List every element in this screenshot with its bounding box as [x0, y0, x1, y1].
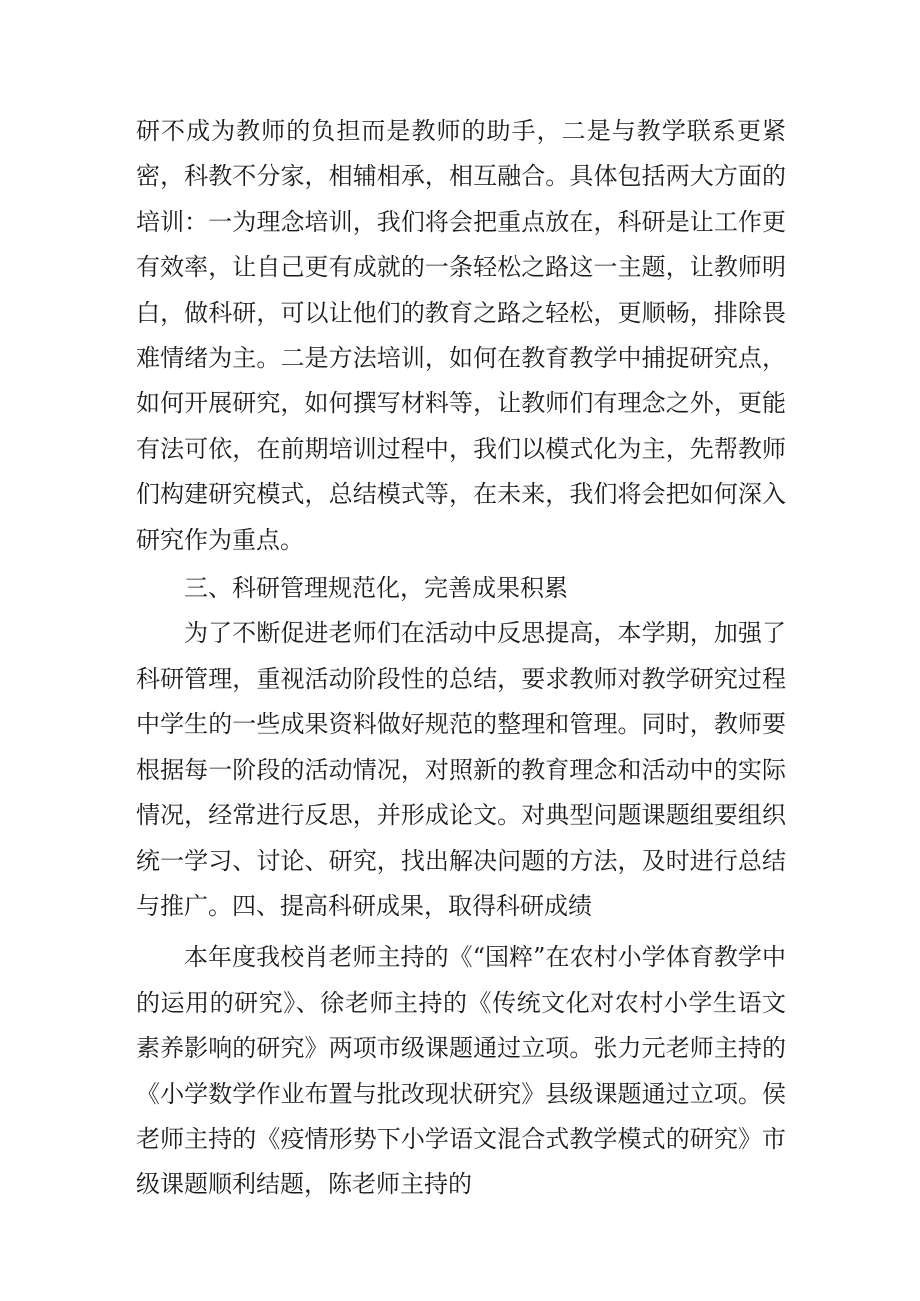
paragraph-research-management: 为了不断促进老师们在活动中反思提高，本学期，加强了科研管理，重视活动阶段性的总结，要求教师对教学研究过程中学生的一些成果资料做好规范的整理和管理。同时，教师要根据每一阶段的活动情况，对照新的教育理念和活动中的实际情况，经常进行反思，并形成论文。对典型问题课题组要组织统一学习、讨论、研究，找出解决问题的方法，及时进行总结与推广。四、提高科研成果，取得科研成绩 — [136, 619, 786, 920]
document-body — [136, 109, 786, 1208]
paragraph-training-content: 研不成为教师的负担而是教师的助手，二是与教学联系更紧密，科教不分家，相辅相承，相互融合。具体包括两大方面的培训：一为理念培训，我们将会把重点放在，科研是让工作更有效率，让自己更有成就的一条轻松之路这一主题，让教师明白，做科研，可以让他们的教育之路之轻松，更顺畅，排除畏难情绪为主。二是方法培训，如何在教育教学中捕捉研究点，如何开展研究，如何撰写材料等，让教师们有理念之外，更能有法可依，在前期培训过程中，我们以模式化为主，先帮教师们构建研究模式，总结模式等，在未来，我们将会把如何深入研究作为重点。 — [136, 117, 786, 554]
section-heading-research-management: 三、科研管理规范化，完善成果积累 — [184, 574, 568, 603]
paragraph-research-achievements: 本年度我校肖老师主持的《“国粹”在农村小学体育教学中的运用的研究》、徐老师主持的《传统文化对农村小学生语文素养影响的研究》两项市级课题通过立项。张力元老师主持的《小学数学作业布置与批改现状研究》县级课题通过立项。侯老师主持的《疫情形势下小学语文混合式教学模式的研究》市级课题顺利结题，陈老师主持的 — [136, 943, 786, 1199]
